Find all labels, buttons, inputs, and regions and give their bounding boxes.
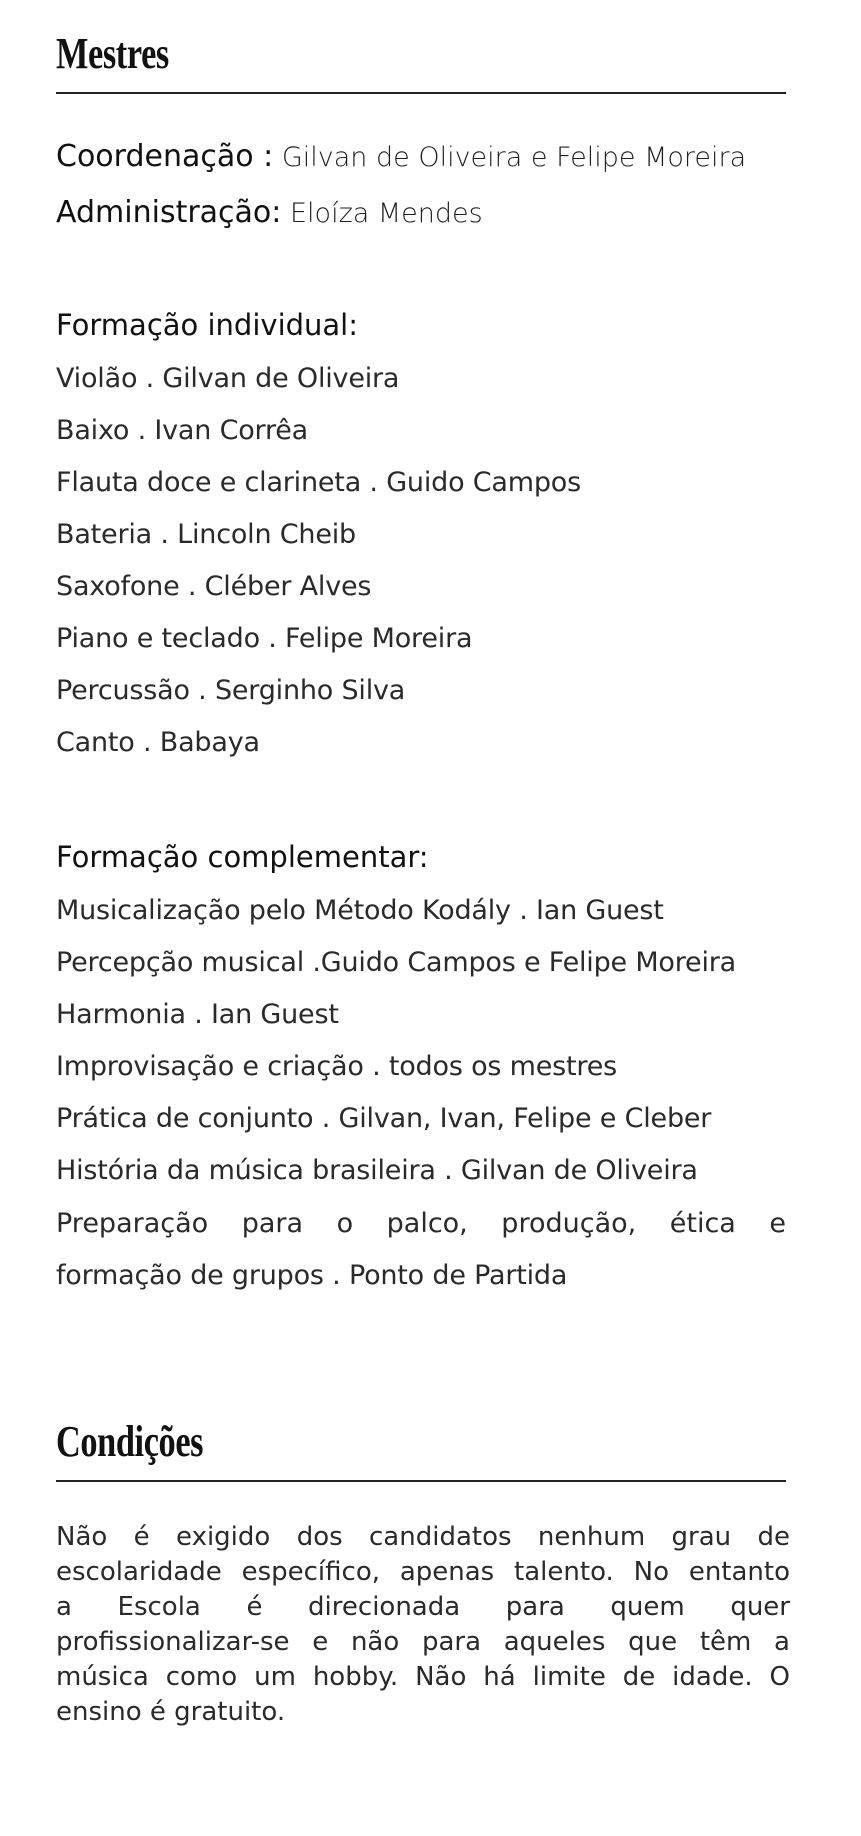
condicoes-divider bbox=[56, 1480, 786, 1482]
paragraph-line: Não é exigido dos candidatos nenhum grau de bbox=[56, 1522, 790, 1552]
list-item: Harmonia . Ian Guest bbox=[56, 999, 339, 1030]
list-item: Preparação para o palco, produção, ética e bbox=[56, 1208, 786, 1239]
list-item: Canto . Babaya bbox=[56, 727, 260, 758]
coordenacao-value: Gilvan de Oliveira e Felipe Moreira bbox=[281, 142, 747, 173]
paragraph-line: a Escola é direcionada para quem quer bbox=[56, 1592, 790, 1622]
administracao-line bbox=[56, 196, 483, 231]
list-item: Piano e teclado . Felipe Moreira bbox=[56, 623, 473, 654]
coordenacao-line bbox=[56, 140, 746, 175]
administracao-value: Eloíza Mendes bbox=[290, 198, 483, 229]
mestres-heading: Mestres bbox=[56, 29, 169, 78]
formacao-individual-heading: Formação individual: bbox=[56, 308, 359, 342]
condicoes-paragraph bbox=[56, 1520, 790, 1730]
paragraph-line: ensino é gratuito. bbox=[56, 1697, 286, 1727]
coordenacao-label: Coordenação : bbox=[56, 139, 274, 174]
formacao-complementar-heading: Formação complementar: bbox=[56, 840, 429, 874]
list-item: Prática de conjunto . Gilvan, Ivan, Felipe e Cleber bbox=[56, 1103, 712, 1134]
list-item: Improvisação e criação . todos os mestres bbox=[56, 1051, 617, 1082]
list-item: História da música brasileira . Gilvan de Oliveira bbox=[56, 1155, 698, 1186]
paragraph-line: escolaridade específico, apenas talento. No entanto bbox=[56, 1557, 790, 1587]
list-item: Musicalização pelo Método Kodály . Ian Guest bbox=[56, 895, 664, 926]
list-item: Baixo . Ivan Corrêa bbox=[56, 415, 309, 446]
list-item: formação de grupos . Ponto de Partida bbox=[56, 1260, 568, 1291]
list-item: Violão . Gilvan de Oliveira bbox=[56, 363, 400, 394]
list-item: Bateria . Lincoln Cheib bbox=[56, 519, 356, 550]
administracao-label: Administração: bbox=[56, 195, 282, 230]
condicoes-heading: Condições bbox=[56, 1417, 204, 1466]
list-item: Percepção musical .Guido Campos e Felipe Moreira bbox=[56, 947, 737, 978]
mestres-divider bbox=[56, 92, 786, 94]
paragraph-line: música como um hobby. Não há limite de idade. O bbox=[56, 1662, 790, 1692]
list-item: Flauta doce e clarineta . Guido Campos bbox=[56, 467, 581, 498]
paragraph-line: profissionalizar-se e não para aqueles que têm a bbox=[56, 1627, 790, 1657]
list-item: Saxofone . Cléber Alves bbox=[56, 571, 372, 602]
list-item: Percussão . Serginho Silva bbox=[56, 675, 406, 706]
